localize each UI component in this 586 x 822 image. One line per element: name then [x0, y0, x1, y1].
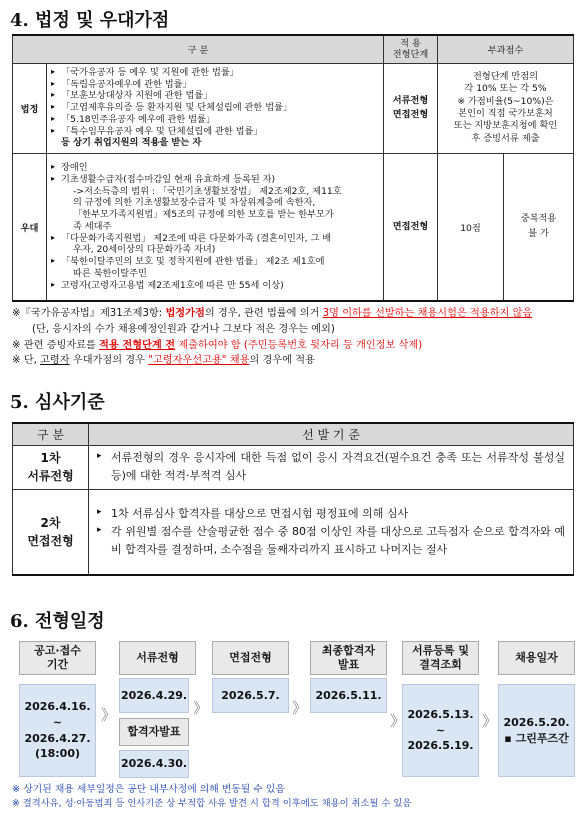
list-item: ▸ 「독립유공자예우에 관한 법률」 — [51, 78, 192, 90]
pref-stage: 면접전형 — [384, 153, 438, 301]
step-registration-header: 서류등록 및 결격조회 — [402, 641, 479, 675]
list-item: ▸ 장애인 — [51, 162, 88, 174]
list-item: ▸ 1차 서류심사 합격자를 대상으로 면접시험 평정표에 의해 심사 — [97, 506, 409, 520]
pref-label: 우대 — [13, 153, 47, 301]
step-hiring-date: 2026.5.20. ▪ 그린푸즈간 — [498, 684, 575, 777]
section-5-title: 5. 심사기준 — [10, 392, 105, 413]
header-bonus: 부과점수 — [438, 35, 574, 63]
section-4-title: 4. 법정 및 우대가점 — [10, 10, 170, 31]
section-6-title: 6. 전형일정 — [10, 611, 105, 632]
step-hiring-header: 채용일자 — [498, 641, 575, 675]
step-interview-header: 면접전형 — [212, 641, 289, 675]
list-item: ▸ 「국가유공자 등 예우 및 지원에 관한 법률」 — [51, 66, 239, 78]
step-interview-date: 2026.5.7. — [212, 678, 289, 713]
step-final-header: 최종합격자 발표 — [310, 641, 387, 675]
step-final-date: 2026.5.11. — [310, 678, 387, 713]
list-item-continuation: ->저소득층의 범위 : 「국민기초생활보장법」 제2조제2호, 제11호 — [73, 185, 342, 197]
stage-1-criteria — [89, 445, 574, 489]
step-document-result-date: 2026.4.30. — [119, 750, 189, 778]
pref-score: 10점 — [438, 153, 504, 301]
legal-tail: 등 상기 취업지원의 적용을 받는 자 — [61, 137, 202, 149]
note-4: ※ 단, 고령자 우대가점의 경우 "고령자우선고용" 채용의 경우에 적용 — [12, 355, 315, 367]
list-item-continuation: 의 규정에 의한 기초생활보장수급자 및 차상위계층에 속한자, — [73, 197, 316, 209]
header-category: 구 분 — [13, 423, 89, 445]
list-item: ▸ 각 위원별 점수를 산술평균한 점수 중 80점 이상인 자를 대상으로 고득점자 순으로 합격자와 예비 합격자를 결정하며, 소수점을 둘째자리까지 표시하고 나머지는 절사 — [97, 524, 565, 556]
list-item: ▸ 서류전형의 경우 응시자에 대한 득점 없이 응시 자격요건(필수요건 충족 또는 서류작성 불성실 등)에 대한 적격·부적격 심사 — [97, 450, 565, 482]
footnote-1: ※ 상기된 채용 세부일정은 공단 내부사정에 의해 변동될 수 있음 — [12, 784, 285, 795]
step-registration-date: 2026.5.13. ~ 2026.5.19. — [402, 684, 479, 777]
list-item-continuation: 족 세대주 — [73, 220, 112, 232]
footnote-2: ※ 결격사유, 성·아동범죄 등 인사기준 상 부적합 사유 발견 시 합격 이후에도 채용이 취소될 수 있음 — [12, 798, 412, 809]
list-item: ▸ 기초생활수급자(접수마감일 현재 유효하게 등록된 자) — [51, 173, 276, 185]
header-category: 구 분 — [13, 35, 384, 63]
step-document-result-header: 합격자발표 — [119, 718, 189, 746]
legal-label: 법정 — [13, 63, 47, 153]
list-item: ▸ 「다문화가족지원법」 제2조에 따른 다문화가족 (결혼이민자, 그 배 — [51, 232, 332, 244]
step-application-header: 공고·접수 기간 — [19, 641, 96, 675]
legal-list — [47, 63, 384, 153]
list-item-continuation: 따른 북한이탈주민 — [73, 267, 147, 279]
criteria-table — [12, 422, 574, 576]
list-item: ▸ 「북한이탈주민의 보호 및 정착지원에 관한 법률」 제2조 제1호에 — [51, 256, 325, 268]
list-item-continuation: 우자, 20세이상의 다문화가족 자녀) — [73, 244, 216, 256]
legal-stage: 서류전형 면접전형 — [384, 63, 438, 153]
legal-bonus: 전형단계 만점의 각 10% 또는 각 5% ※ 가점비율(5~10%)은 본인이 직접 국가보훈처 또는 지방보훈지청에 확인 후 증빙서류 제출 — [438, 63, 574, 153]
notes-section-4 — [12, 306, 532, 369]
list-item: ▸ 고령자(고령자고용법 제2조제1호에 따른 만 55세 이상) — [51, 279, 284, 291]
arrow-icon: 》 — [390, 712, 402, 730]
step-document-header: 서류전형 — [119, 641, 196, 675]
arrow-icon: 》 — [101, 706, 113, 724]
note-2: (단, 응시자의 수가 채용예정인원과 같거나 그보다 적은 경우는 예외) — [32, 323, 335, 335]
list-item: ▸ 「5.18민주유공자 예우에 관한 법률」 — [51, 113, 216, 125]
step-document-date: 2026.4.29. — [119, 678, 189, 713]
header-stage: 적 용 전형단계 — [384, 35, 438, 63]
arrow-icon: 》 — [193, 699, 205, 717]
step-application-date: 2026.4.16. ~ 2026.4.27. (18:00) — [19, 684, 96, 777]
arrow-icon: 》 — [292, 699, 304, 717]
list-item: ▸ 「고엽제후유의증 등 환자지원 및 단체설립에 관한 법률」 — [51, 102, 293, 114]
stage-2-criteria — [89, 489, 574, 575]
stage-2-label: 2차 면접전형 — [13, 489, 89, 575]
pref-list — [47, 153, 384, 301]
header-criteria: 선 발 기 준 — [89, 423, 574, 445]
bonus-points-table — [12, 34, 574, 302]
note-3: ※ 관련 증빙자료를 적용 전형단계 전 제출하여야 함 (주민등록번호 뒷자리 등 개인정보 삭제) — [12, 339, 423, 351]
list-item: ▸ 「특수임무유공자 예우 및 단체설립에 관한 법률」 — [51, 125, 263, 137]
stage-1-label: 1차 서류전형 — [13, 445, 89, 489]
pref-duplicate: 중복적용 불 가 — [504, 153, 574, 301]
arrow-icon: 》 — [482, 712, 494, 730]
list-item: ▸ 「보훈보상대상자 지원에 관한 법률」 — [51, 90, 213, 102]
list-item-continuation: 「한부모가족지원법」제5조의 규정에 의한 보호를 받는 한부모가 — [73, 209, 334, 221]
note-1: ※『국가유공자법』제31조제3항: 법정가점의 경우, 관련 법률에 의거 3명 이하를 선발하는 채용시험은 적용하지 않음 — [12, 308, 533, 319]
